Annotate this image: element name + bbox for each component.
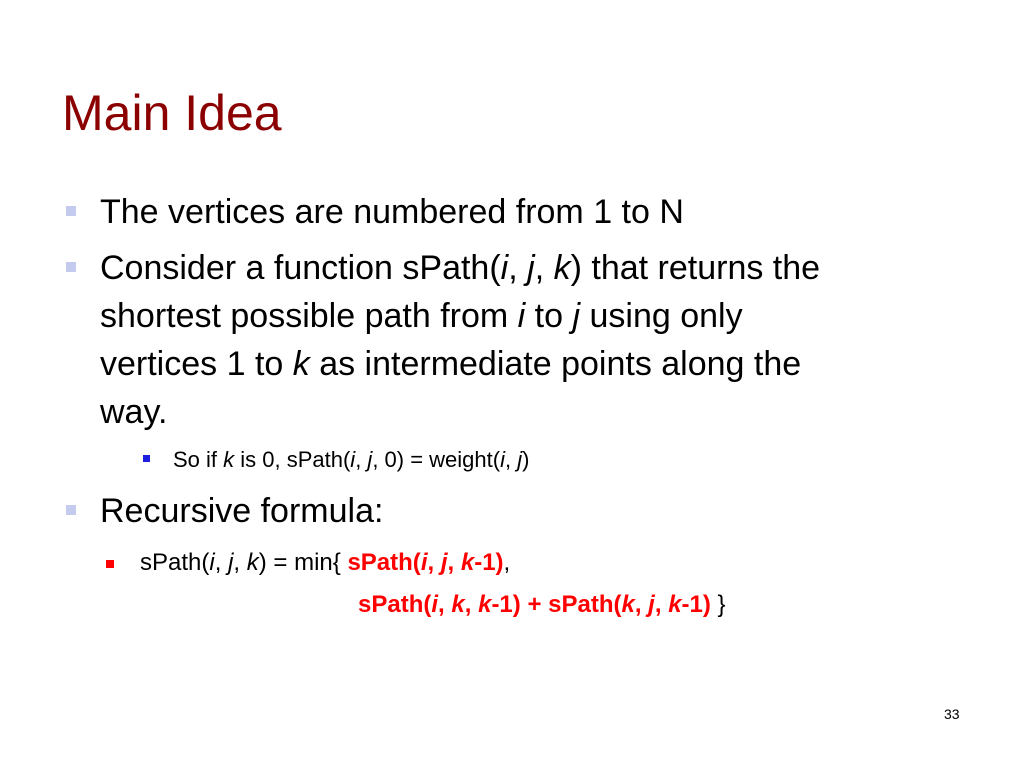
bullet-spath-line4	[100, 388, 167, 436]
comma: ,	[534, 249, 554, 287]
var-k: k	[451, 591, 465, 618]
formula-red-text: sPath(	[347, 549, 421, 576]
formula-red-text: -1)	[474, 549, 504, 576]
var-j: j	[572, 297, 581, 335]
comma: ,	[427, 549, 441, 576]
var-i: i	[209, 549, 215, 576]
formula-text: sPath(	[140, 549, 210, 576]
formula-red-text: sPath(	[358, 591, 432, 618]
bullet-text: The vertices are numbered from 1 to N	[100, 193, 684, 231]
bullet-text: using only	[580, 297, 743, 335]
bullet-vertices-numbered	[100, 188, 684, 236]
bullet-recursive-formula	[100, 487, 383, 535]
var-i: i	[500, 447, 505, 472]
formula-text: ) = min{	[258, 549, 348, 576]
var-i: i	[431, 591, 439, 618]
var-k: k	[223, 447, 235, 472]
bullet-spath-function	[100, 244, 820, 292]
formula-close-brace: }	[710, 591, 726, 618]
comma: ,	[355, 447, 368, 472]
comma: ,	[447, 549, 461, 576]
formula-red-text: -1)	[681, 591, 711, 618]
var-k: k	[246, 549, 259, 576]
formula-red-text: -1) + sPath(	[491, 591, 622, 618]
square-bullet-icon	[66, 505, 76, 515]
var-k: k	[292, 345, 310, 383]
comma: ,	[504, 447, 518, 472]
comma: ,	[438, 591, 452, 618]
var-i: i	[517, 297, 526, 335]
var-j: j	[527, 249, 535, 287]
square-bullet-icon	[106, 560, 114, 568]
formula-term-2	[358, 591, 711, 618]
formula-term-1	[347, 549, 503, 576]
var-j: j	[440, 549, 448, 576]
slide-title: Main Idea	[62, 85, 282, 141]
sub-text: )	[522, 447, 530, 472]
comma: ,	[654, 591, 669, 618]
var-k: k	[460, 549, 475, 576]
sub-text: is 0, sPath(	[234, 447, 351, 472]
comma: ,	[634, 591, 649, 618]
square-bullet-icon	[66, 262, 76, 272]
bullet-spath-line2	[100, 292, 743, 340]
bullet-text: as intermediate points along the	[309, 345, 802, 383]
square-bullet-icon	[66, 206, 76, 216]
var-i: i	[350, 447, 356, 472]
sub-text: , 0) = weight(	[372, 447, 501, 472]
var-j: j	[228, 549, 234, 576]
var-i: i	[500, 249, 509, 287]
var-j: j	[648, 591, 655, 618]
comma: ,	[233, 549, 247, 576]
comma: ,	[214, 549, 229, 576]
var-j: j	[367, 447, 373, 472]
comma: ,	[464, 591, 479, 618]
formula-line-1	[140, 548, 510, 578]
bullet-text: shortest possible path from	[100, 297, 518, 335]
var-k: k	[668, 591, 682, 618]
var-j: j	[517, 447, 523, 472]
formula-line-2	[358, 590, 726, 620]
comma: ,	[503, 549, 511, 576]
bullet-text: vertices 1 to	[100, 345, 293, 383]
bullet-text: Consider a function sPath(	[100, 249, 501, 287]
var-i: i	[420, 549, 428, 576]
bullet-text: way.	[100, 393, 168, 431]
bullet-spath-line3	[100, 340, 801, 388]
page-number: 33	[944, 706, 960, 722]
var-k: k	[478, 591, 492, 618]
sub-text: So if	[173, 447, 224, 472]
var-k: k	[621, 591, 635, 618]
bullet-text: Recursive formula:	[100, 492, 384, 530]
bullet-text: ) that returns the	[570, 249, 821, 287]
var-k: k	[553, 249, 571, 287]
sub-bullet-base-case	[173, 445, 529, 475]
comma: ,	[508, 249, 528, 287]
square-bullet-icon	[143, 455, 150, 462]
bullet-text: to	[525, 297, 573, 335]
